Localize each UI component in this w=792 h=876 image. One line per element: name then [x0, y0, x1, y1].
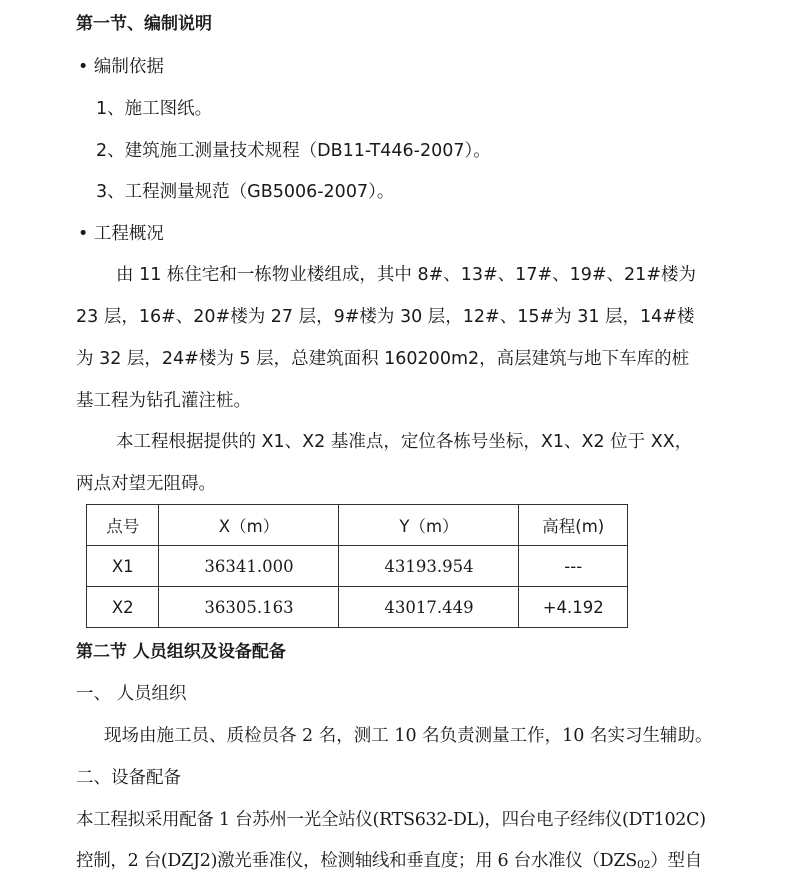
cell-point: X1 [87, 546, 159, 587]
header-x: X（m） [159, 505, 339, 546]
overview-line-4: 基工程为钻孔灌注桩。 [76, 391, 251, 411]
overview-line-3: 为 32 层，24#楼为 5 层，总建筑面积 160200m2，高层建筑与地下车库的桩 [76, 349, 690, 369]
equipment-line-2-subscript: 02 [636, 858, 651, 871]
table-header-row [87, 505, 628, 546]
header-elevation: 高程(m) [519, 505, 628, 546]
overview-label: 工程概况 [93, 224, 164, 244]
cell-point: X2 [87, 587, 159, 628]
cell-x: 36305.163 [159, 587, 339, 628]
basis-label: 编制依据 [93, 57, 164, 77]
equipment-line-2 [76, 850, 702, 876]
table-row [87, 546, 628, 587]
cell-elevation: --- [519, 546, 628, 587]
staff-text: 现场由施工员、质检员各 2 名，测工 10 名负责测量工作，10 名实习生辅助。 [104, 726, 713, 746]
staff-heading: 一、 人员组织 [76, 684, 187, 704]
cell-elevation: +4.192 [519, 587, 628, 628]
equipment-heading: 二、设备配备 [76, 768, 181, 788]
bullet-icon: • [78, 224, 89, 244]
basis-item-1: 1、施工图纸。 [96, 99, 213, 119]
equipment-line-2-suffix: ）型自 [650, 851, 702, 871]
basis-item-2: 2、建筑施工测量技术规程（DB11-T446-2007）。 [96, 141, 491, 161]
header-point: 点号 [87, 505, 159, 546]
cell-y: 43193.954 [339, 546, 519, 587]
cell-x: 36341.000 [159, 546, 339, 587]
bullet-overview [78, 223, 164, 245]
coordinate-table [86, 504, 628, 628]
overview-line-1: 由 11 栋住宅和一栋物业楼组成，其中 8#、13#、17#、19#、21#楼为 [116, 265, 696, 285]
section1-title: 第一节、编制说明 [76, 14, 212, 34]
section2-title: 第二节 人员组织及设备配备 [76, 642, 286, 662]
cell-y: 43017.449 [339, 587, 519, 628]
equipment-line-2-prefix: 控制，2 台(DZJ2)激光垂准仪，检测轴线和垂直度；用 6 台水准仪（DZS [76, 851, 637, 871]
bullet-icon: • [78, 57, 89, 77]
bullet-basis [78, 56, 164, 78]
overview-line-2: 23 层，16#、20#楼为 27 层，9#楼为 30 层，12#、15#为 31 层，14#楼 [76, 307, 695, 327]
basepoint-line-2: 两点对望无阻碍。 [76, 474, 216, 494]
equipment-line-1: 本工程拟采用配备 1 台苏州一光全站仪(RTS632-DL)，四台电子经纬仪(DT102C) [76, 810, 706, 830]
header-y: Y（m） [339, 505, 519, 546]
basis-item-3: 3、工程测量规范（GB5006-2007）。 [96, 182, 395, 202]
basepoint-line-1: 本工程根据提供的 X1、X2 基准点，定位各栋号坐标，X1、X2 位于 XX， [116, 432, 693, 452]
table-row [87, 587, 628, 628]
